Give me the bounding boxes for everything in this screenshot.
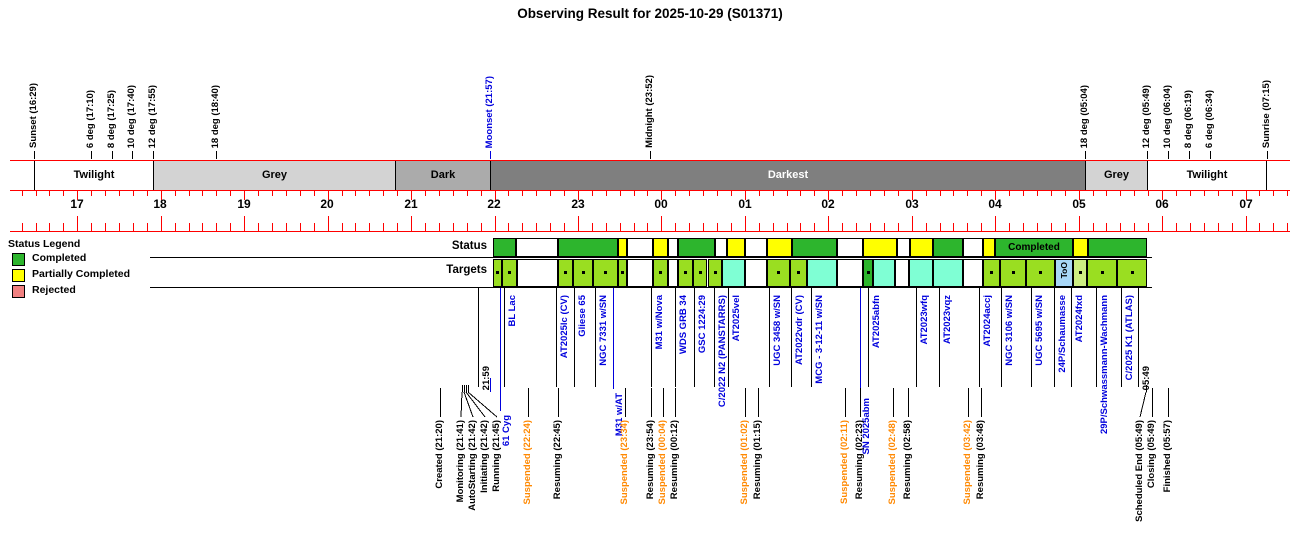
legend-label: Completed bbox=[32, 252, 87, 264]
top-marker-label: 8 deg (17:25) bbox=[106, 89, 117, 148]
target-marker-dot bbox=[699, 271, 702, 274]
event-label: Closing (05:49) bbox=[1146, 420, 1157, 489]
event-label: Suspended (01:02) bbox=[739, 420, 750, 505]
sky-band-dark: Dark bbox=[395, 161, 490, 190]
hour-label-05: 05 bbox=[1072, 197, 1086, 211]
top-marker-label: Sunset (16:29) bbox=[28, 83, 39, 148]
target-label: AT2023vqz bbox=[942, 295, 953, 344]
hour-label-20: 20 bbox=[320, 197, 334, 211]
status-block-completed bbox=[678, 238, 715, 257]
hour-label-19: 19 bbox=[237, 197, 251, 211]
event-label: Resuming (02:58) bbox=[902, 420, 913, 500]
target-marker-dot bbox=[1012, 271, 1015, 274]
target-block-AT2023wfq bbox=[909, 259, 933, 287]
status-block-empty bbox=[627, 238, 653, 257]
target-marker-dot bbox=[777, 271, 780, 274]
status-block-completed bbox=[558, 238, 618, 257]
status-block-empty bbox=[963, 238, 983, 257]
event-label: Suspended (22:24) bbox=[522, 420, 533, 505]
top-marker-label: 6 deg (06:34) bbox=[1204, 89, 1215, 148]
hour-label-23: 23 bbox=[571, 197, 585, 211]
target-marker-dot bbox=[1101, 271, 1104, 274]
top-marker-label: 18 deg (05:04) bbox=[1079, 84, 1090, 148]
target-label: GSC 1224:29 bbox=[697, 295, 708, 354]
status-block-completed bbox=[493, 238, 516, 257]
status-block-partial bbox=[910, 238, 933, 257]
top-marker-label: 18 deg (18:40) bbox=[210, 84, 221, 148]
target-marker-dot bbox=[1079, 271, 1082, 274]
target-label: AT2025lc (CV) bbox=[559, 295, 570, 359]
targets-row-label: Targets bbox=[446, 264, 487, 276]
target-marker-dot bbox=[496, 271, 499, 274]
hour-label-03: 03 bbox=[905, 197, 919, 211]
target-label: WDS GRB 34 bbox=[678, 295, 689, 355]
target-label: UGC 3458 w/SN bbox=[772, 295, 783, 366]
hour-label-00: 00 bbox=[654, 197, 668, 211]
status-block-empty bbox=[745, 238, 767, 257]
target-label-displaced: M31 w/AT bbox=[614, 393, 625, 437]
status-block-partial bbox=[767, 238, 792, 257]
status-block-partial bbox=[1073, 238, 1088, 257]
chart-line bbox=[466, 392, 485, 417]
hour-label-17: 17 bbox=[70, 197, 84, 211]
event-label: Resuming (00:12) bbox=[669, 420, 680, 500]
status-block-partial bbox=[727, 238, 745, 257]
target-block-MCG-3-12-11-w-SN bbox=[807, 259, 837, 287]
target-label: C/2025 K1 (ATLAS) bbox=[1124, 295, 1135, 381]
target-block-AT2025abfn bbox=[873, 259, 895, 287]
sky-band-darkest: Darkest bbox=[490, 161, 1085, 190]
target-label: BL Lac bbox=[507, 295, 518, 327]
top-marker-label: Sunrise (07:15) bbox=[1261, 79, 1272, 148]
target-marker-dot bbox=[564, 271, 567, 274]
status-row-label: Status bbox=[451, 240, 487, 252]
status-block-partial bbox=[653, 238, 668, 257]
event-label: Suspended (00:04) bbox=[657, 420, 668, 505]
status-block-partial bbox=[983, 238, 995, 257]
page-title: Observing Result for 2025-10-29 (S01371) bbox=[517, 6, 783, 21]
target-marker-dot bbox=[714, 271, 717, 274]
target-marker-dot bbox=[604, 271, 607, 274]
legend-label: Rejected bbox=[32, 284, 76, 296]
sky-band-grey: Grey bbox=[153, 161, 395, 190]
top-marker-label: Moonset (21:57) bbox=[484, 75, 495, 148]
chart-line bbox=[1140, 392, 1146, 417]
event-label: Scheduled End (05:49) bbox=[1134, 420, 1145, 522]
target-block-gap bbox=[668, 259, 678, 287]
target-label: AT2022vdr (CV) bbox=[794, 295, 805, 366]
sky-band-twilight: Twilight bbox=[1147, 161, 1267, 190]
hour-label-02: 02 bbox=[821, 197, 835, 211]
target-marker-dot bbox=[990, 271, 993, 274]
status-block-empty bbox=[837, 238, 863, 257]
status-block-completed bbox=[1088, 238, 1147, 257]
hour-label-18: 18 bbox=[153, 197, 167, 211]
hour-label-01: 01 bbox=[738, 197, 752, 211]
hour-label-04: 04 bbox=[988, 197, 1002, 211]
legend-swatch-rejected bbox=[12, 285, 25, 298]
chart-line bbox=[468, 392, 497, 417]
target-label: Gliese 65 bbox=[577, 295, 588, 337]
target-block-gap bbox=[517, 259, 558, 287]
target-label: C/2022 N2 (PANSTARRS) bbox=[717, 295, 728, 408]
event-label: Created (21:20) bbox=[434, 420, 445, 489]
target-label: AT2024fxd bbox=[1074, 295, 1085, 343]
target-label: AT2025abfn bbox=[871, 295, 882, 349]
target-marker-dot bbox=[867, 271, 870, 274]
target-marker-dot bbox=[797, 271, 800, 274]
status-block-empty bbox=[715, 238, 727, 257]
top-marker-label: 8 deg (06:19) bbox=[1183, 89, 1194, 148]
target-block-gap bbox=[895, 259, 909, 287]
target-marker-dot bbox=[508, 271, 511, 274]
top-marker-label: 10 deg (17:40) bbox=[126, 84, 137, 148]
target-marker-dot bbox=[621, 271, 624, 274]
too-label: ToO bbox=[1059, 262, 1069, 279]
target-label: 21:59 bbox=[481, 365, 492, 390]
sky-band-twilight: Twilight bbox=[34, 161, 153, 190]
target-marker-dot bbox=[684, 271, 687, 274]
event-label: Initiating (21:42) bbox=[479, 420, 490, 493]
event-label: Suspended (02:11) bbox=[839, 420, 850, 504]
top-marker-label: 12 deg (05:49) bbox=[1141, 84, 1152, 148]
target-label: AT2023wfq bbox=[919, 295, 930, 345]
target-label: AT2025vel bbox=[731, 295, 742, 342]
target-label: NGC 7331 w/SN bbox=[598, 295, 609, 366]
event-label: Suspended (23:34) bbox=[619, 420, 630, 505]
legend-label: Partially Completed bbox=[32, 268, 131, 280]
target-label: MCG - 3-12-11 w/SN bbox=[814, 295, 825, 384]
hour-label-07: 07 bbox=[1239, 197, 1253, 211]
event-label: Resuming (02:23) bbox=[854, 420, 865, 500]
sky-band-grey: Grey bbox=[1085, 161, 1147, 190]
hour-label-21: 21 bbox=[404, 197, 418, 211]
event-label: Monitoring (21:41) bbox=[455, 420, 466, 503]
event-label: Resuming (22:45) bbox=[552, 420, 563, 500]
event-label: Suspended (03:42) bbox=[962, 420, 973, 505]
target-block-gap bbox=[837, 259, 863, 287]
target-block-gap bbox=[745, 259, 767, 287]
chart-line bbox=[464, 392, 473, 417]
event-label: Finished (05:57) bbox=[1162, 420, 1173, 493]
target-label: M31 w/Nova bbox=[654, 295, 665, 350]
chart-line bbox=[461, 392, 462, 417]
event-label: Resuming (01:15) bbox=[752, 420, 763, 500]
target-marker-dot bbox=[659, 271, 662, 274]
status-block-completed bbox=[792, 238, 837, 257]
target-block-AT2023vqz bbox=[933, 259, 963, 287]
status-block-partial bbox=[863, 238, 897, 257]
target-marker-dot bbox=[1131, 271, 1134, 274]
top-marker-label: 10 deg (06:04) bbox=[1162, 84, 1173, 148]
event-label: AutoStarting (21:42) bbox=[467, 420, 478, 511]
top-marker-label: 6 deg (17:10) bbox=[85, 89, 96, 148]
target-label: 29P/Schwassmann-Wachmann bbox=[1099, 295, 1110, 435]
status-block-completed: Completed bbox=[995, 238, 1073, 257]
target-block-gap bbox=[963, 259, 983, 287]
status-block-partial bbox=[618, 238, 627, 257]
hour-label-06: 06 bbox=[1155, 197, 1169, 211]
target-block-gap bbox=[627, 259, 653, 287]
event-label: Running (21:45) bbox=[491, 420, 502, 492]
event-label: Suspended (02:48) bbox=[887, 420, 898, 505]
target-block-AT2025vel bbox=[722, 259, 745, 287]
target-label: UGC 5695 w/SN bbox=[1034, 295, 1045, 366]
top-marker-label: 12 deg (17:55) bbox=[147, 84, 158, 148]
target-label: 05:49 bbox=[1141, 365, 1152, 390]
event-label: Resuming (03:48) bbox=[975, 420, 986, 500]
event-label: Resuming (23:54) bbox=[645, 420, 656, 500]
legend-swatch-partially-completed bbox=[12, 269, 25, 282]
legend-swatch-completed bbox=[12, 253, 25, 266]
status-block-completed bbox=[933, 238, 963, 257]
target-label: NGC 3106 w/SN bbox=[1004, 295, 1015, 366]
status-block-empty bbox=[516, 238, 558, 257]
target-label-displaced: SN 2025abm bbox=[861, 398, 872, 455]
target-label-displaced: 61 Cyg bbox=[501, 415, 512, 447]
hour-label-22: 22 bbox=[487, 197, 501, 211]
top-marker-label: Midnight (23:52) bbox=[644, 75, 655, 148]
status-block-empty bbox=[668, 238, 678, 257]
target-label: 24P/Schaumasse bbox=[1057, 295, 1068, 373]
target-label: AT2024accj bbox=[982, 295, 993, 347]
target-marker-dot bbox=[1039, 271, 1042, 274]
status-block-empty bbox=[897, 238, 910, 257]
status-legend-title: Status Legend bbox=[8, 238, 81, 250]
target-marker-dot bbox=[582, 271, 585, 274]
